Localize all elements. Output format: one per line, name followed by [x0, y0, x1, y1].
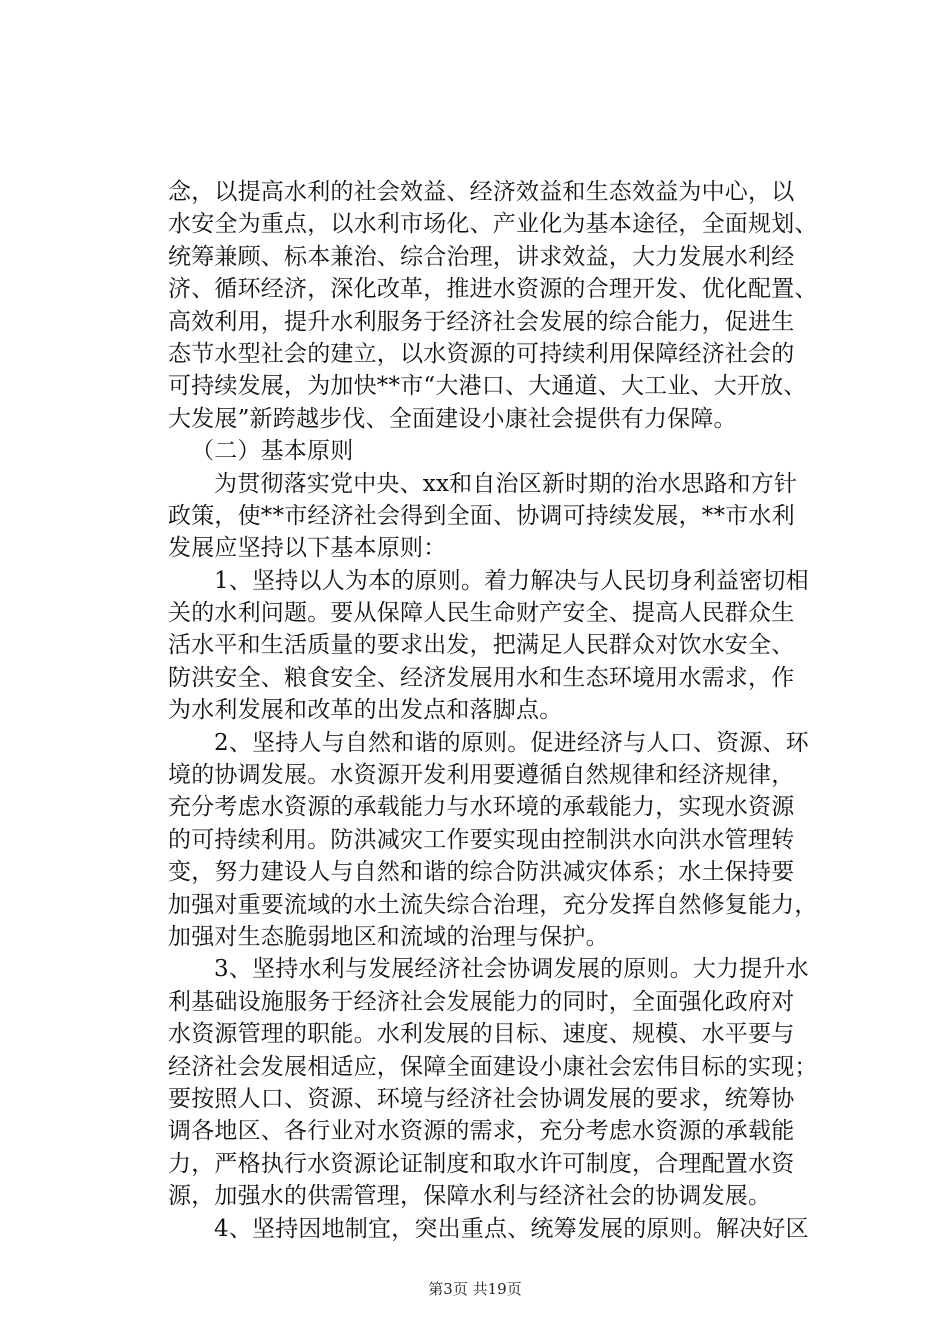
text-line: 高效利用，提升水利服务于经济社会发展的综合能力，促进生: [168, 308, 795, 335]
text-line: 要按照人口、资源、环境与经济社会协调发展的要求，统筹协: [168, 1085, 795, 1112]
text-line: （二）基本原则: [191, 438, 354, 465]
text-line: 3、坚持水利与发展经济社会协调发展的原则。大力提升水: [214, 956, 809, 983]
text-line: 境的协调发展。水资源开发利用要遵循自然规律和经济规律，: [168, 762, 795, 789]
text-line: 的可持续利用。防洪减灾工作要实现由控制洪水向洪水管理转: [168, 826, 795, 853]
text-line: 水安全为重点，以水利市场化、产业化为基本途径，全面规划、: [168, 211, 818, 238]
text-line: 调各地区、各行业对水资源的需求，充分考虑水资源的承载能: [168, 1118, 795, 1145]
text-line: 水资源管理的职能。水利发展的目标、速度、规模、水平要与: [168, 1021, 795, 1048]
text-line: 可持续发展，为加快**市“大港口、大通道、大工业、大开放、: [168, 373, 807, 400]
text-line: 念，以提高水利的社会效益、经济效益和生态效益为中心，以: [168, 179, 795, 205]
text-line: 源，加强水的供需管理，保障水利与经济社会的协调发展。: [168, 1183, 772, 1210]
text-line: 充分考虑水资源的承载能力与水环境的承载能力，实现水资源: [168, 794, 795, 821]
text-line: 4、坚持因地制宜，突出重点、统筹发展的原则。解决好区: [214, 1215, 809, 1242]
document-body: [168, 176, 828, 1245]
text-line: 为水利发展和改革的出发点和落脚点。: [168, 697, 563, 724]
text-line: 经济社会发展相适应，保障全面建设小康社会宏伟目标的实现；: [168, 1053, 818, 1080]
text-line: 加强对重要流域的水土流失综合治理，充分发挥自然修复能力，: [168, 891, 818, 918]
text-line: 变，努力建设人与自然和谐的综合防洪减灾体系；水土保持要: [168, 859, 795, 886]
text-line: 利基础设施服务于经济社会发展能力的同时，全面强化政府对: [168, 988, 795, 1015]
text-line: 大发展”新跨越步伐、全面建设小康社会提供有力保障。: [168, 405, 737, 432]
text-line: 统筹兼顾、标本兼治、综合治理，讲求效益，大力发展水利经: [168, 243, 795, 270]
text-line: 2、坚持人与自然和谐的原则。促进经济与人口、资源、环: [214, 729, 809, 756]
text-line: 关的水利问题。要从保障人民生命财产安全、提高人民群众生: [168, 600, 795, 627]
text-line: 加强对生态脆弱地区和流域的治理与保护。: [168, 923, 609, 950]
text-line: 活水平和生活质量的要求出发，把满足人民群众对饮水安全、: [168, 632, 795, 659]
text-line: 力，严格执行水资源论证制度和取水许可制度，合理配置水资: [168, 1150, 795, 1177]
text-line: 济、循环经济，深化改革，推进水资源的合理开发、优化配置、: [168, 276, 818, 303]
page-number-footer: 第3页 共19页: [428, 1280, 522, 1298]
text-line: 为贯彻落实党中央、xx和自治区新时期的治水思路和方针: [214, 470, 798, 497]
text-line: 1、坚持以人为本的原则。着力解决与人民切身利益密切相: [214, 567, 809, 594]
text-line: 政策，使**市经济社会得到全面、协调可持续发展，**市水利: [168, 502, 795, 529]
text-line: 态节水型社会的建立，以水资源的可持续利用保障经济社会的: [168, 340, 795, 367]
text-line: 发展应坚持以下基本原则：: [168, 535, 447, 562]
text-line: 防洪安全、粮食安全、经济发展用水和生态环境用水需求，作: [168, 664, 795, 691]
